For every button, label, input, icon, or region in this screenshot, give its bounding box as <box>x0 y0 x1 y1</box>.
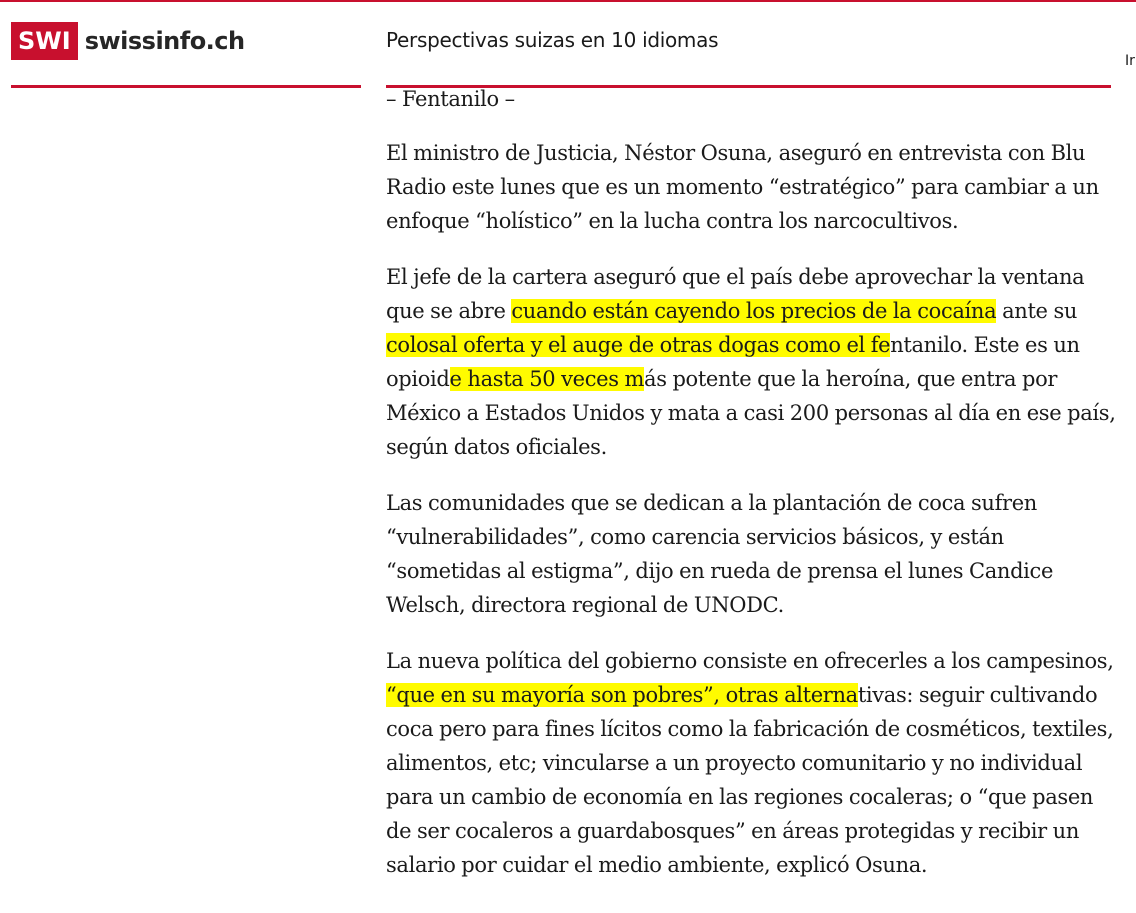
article-body <box>386 84 1116 904</box>
swissinfo-logo-text: swissinfo.ch <box>84 27 245 55</box>
top-accent-rule <box>0 0 1136 2</box>
site-tagline: Perspectivas suizas en 10 idiomas <box>386 28 719 52</box>
clipped-edge-text: Ir <box>1125 53 1135 69</box>
text-segment: El jefe de la cartera aseguró que el país debe aprovechar la ventana que se abre <box>386 265 1085 323</box>
swi-logo-mark: SWI <box>11 22 78 60</box>
highlighted-text: e hasta 50 veces m <box>449 367 645 391</box>
text-segment: La nueva política del gobierno consiste en ofrecerles a los campesinos, <box>386 649 1114 673</box>
left-column-rule <box>11 85 361 88</box>
text-segment: ntanilo. Este es un opioid <box>386 333 1080 391</box>
paragraph-communities: Las comunidades que se dedican a la plantación de coca sufren “vulnerabilidades”, como carencia servicios básicos, y están “sometidas al estigma”, dijo en rueda de prensa el lunes Candice Welsch, directora regional de UNODC. <box>386 491 1054 617</box>
paragraph-minister-statement: El ministro de Justicia, Néstor Osuna, aseguró en entrevista con Blu Radio este lunes que es un momento “estratégico” para cambiar a un enfoque “holístico” en la lucha contra los narcocultivos. <box>386 141 1099 233</box>
highlighted-text: cuando están cayendo los precios de la cocaína <box>511 299 997 323</box>
text-segment: ás potente que la heroína, que entra por México a Estados Unidos y mata a casi 200 personas al día en ese país, según datos oficiales. <box>386 367 1116 459</box>
text-segment: tivas: seguir cultivando coca pero para fines lícitos como la fabricación de cosméticos, textiles, alimentos, etc; vincularse a un proyecto comunitario y no individual para un cambio de economía en las regiones cocaleras; o “que pasen de ser cocaleros a guardabosques” en áreas protegidas y recibir un salario por cuidar el medio ambiente, explicó Osuna. <box>386 683 1114 877</box>
paragraph-cocaine-prices <box>386 260 1116 464</box>
text-segment: ante su <box>996 299 1078 323</box>
paragraph-government-policy <box>386 644 1116 882</box>
section-subhead: – Fentanilo – <box>386 87 515 111</box>
highlighted-text: colosal oferta y el auge de otras dogas como el fe <box>386 333 891 357</box>
highlighted-text: “que en su mayoría son pobres”, otras alterna <box>386 683 858 707</box>
swi-logo-link[interactable] <box>11 22 245 60</box>
